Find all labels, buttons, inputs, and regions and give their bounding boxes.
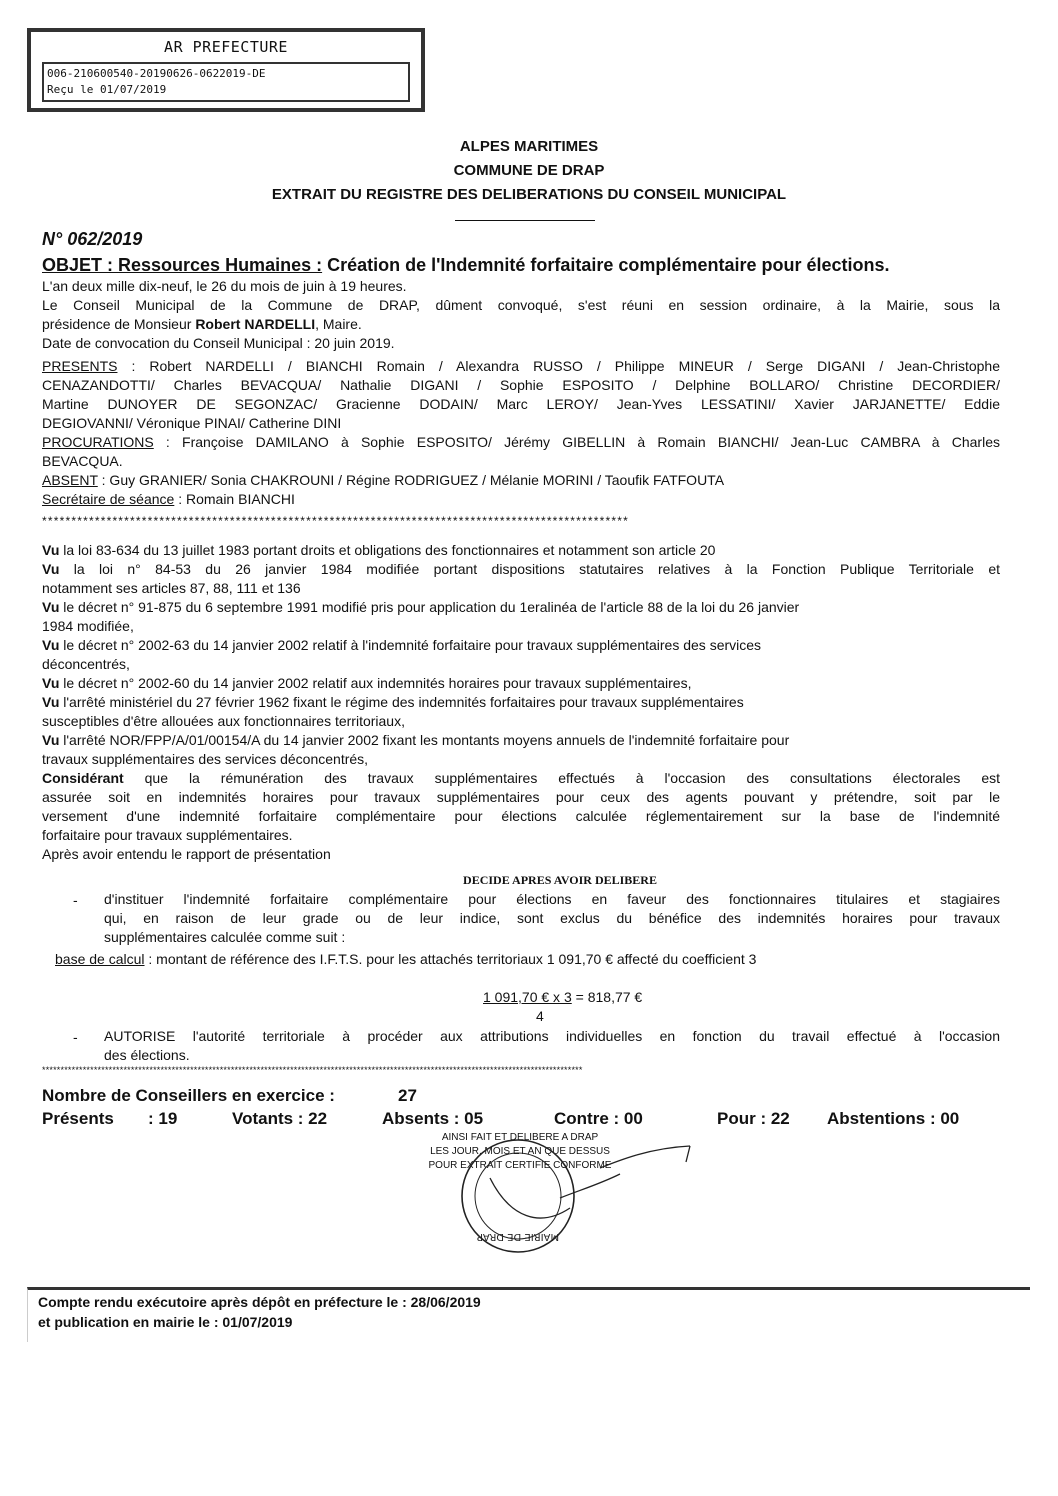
official-seal — [450, 1138, 710, 1258]
base-calcul-line — [55, 950, 1013, 969]
presents-count-value: : 19 — [148, 1109, 178, 1128]
presidency-text: présidence de Monsieur — [42, 316, 196, 332]
considerant-text-1: que la rémunération des travaux supplémentaires effectués à l'occasion des consultations électorales est — [123, 770, 1000, 786]
header-department: ALPES MARITIMES — [459, 138, 599, 155]
pour-count: Pour : 22 — [717, 1109, 790, 1128]
mayor-name: Robert NARDELLI — [195, 316, 316, 332]
footer-publication: et publication en mairie le : 01/07/2019 — [38, 1314, 293, 1330]
base-calcul-text: : montant de référence des I.F.T.S. pour les attachés territoriaux 1 091,70 € affecté du coefficient 3 — [144, 951, 757, 967]
apres-rapport: Après avoir entendu le rapport de présentation — [42, 846, 331, 862]
decision-1-line-3: supplémentaires calculée comme suit : — [104, 929, 346, 945]
prefecture-stamp — [27, 28, 425, 112]
considerant-2: assurée soit en indemnités horaires pour travaux supplémentaires pour ceux des agents pouvant y prétendre, soit par le — [42, 789, 1000, 805]
visa-text: le décret n° 2002-63 du 14 janvier 2002 relatif à l'indemnité forfaitaire pour travaux supplémentaires des services — [59, 637, 762, 653]
visa-keyword: Vu — [42, 599, 60, 615]
seal-line-3: POUR EXTRAIT CERTIFIE CONFORME — [428, 1160, 612, 1171]
decision-2-line-2: des élections. — [104, 1047, 190, 1063]
visa-keyword: Vu — [42, 542, 60, 558]
intro-date: L'an deux mille dix-neuf, le 26 du mois de juin à 19 heures. — [42, 278, 407, 294]
votants-count: Votants : 22 — [232, 1109, 328, 1128]
intro-session: Le Conseil Municipal de la Commune de DRAP, dûment convoqué, s'est réuni en session ordinaire, à la Mairie, sous la — [42, 297, 1000, 313]
stamp-reference: 006-210600540-20190626-0622019-DE — [47, 67, 266, 80]
header-divider — [455, 220, 595, 221]
separator-stars-2: ************************************************************************************************************************************************** — [42, 1065, 583, 1075]
presidency-suffix: , Maire. — [315, 316, 362, 332]
visa-text: le décret n° 91-875 du 6 septembre 1991 modifié pris pour application du 1eralinéa de l'article 88 de la loi du 26 janvier — [59, 599, 800, 615]
procurations-text-1: : Françoise DAMILANO à Sophie ESPOSITO/ Jérémy GIBELLIN à Romain BIANCHI/ Jean-Luc CAMBRA à Charles — [153, 434, 1000, 450]
presents-count-label: Présents — [42, 1109, 114, 1128]
object-text: Création de l'Indemnité forfaitaire complémentaire pour élections. — [322, 255, 890, 275]
presents-label: PRESENTS — [42, 358, 118, 374]
intro-block — [42, 277, 1000, 353]
procurations-line-1 — [42, 433, 1000, 452]
header-register-title: EXTRAIT DU REGISTRE DES DELIBERATIONS DU CONSEIL MUNICIPAL — [271, 186, 787, 203]
visa-text: le décret n° 2002-60 du 14 janvier 2002 relatif aux indemnités horaires pour travaux supplémentaires, — [59, 675, 692, 691]
base-calcul-label: base de calcul — [55, 951, 145, 967]
absent-label: ABSENT — [42, 472, 98, 488]
visa-keyword: Vu — [42, 694, 60, 710]
stamp-reference-box — [42, 62, 410, 102]
decision-2-bullet: - — [73, 1029, 78, 1045]
decision-1-line-1: d'instituer l'indemnité forfaitaire complémentaire pour élections en faveur des fonctionnaires titulaires et stagiaires — [104, 891, 1000, 907]
visa-2 — [42, 560, 1000, 579]
absents-count: Absents : 05 — [382, 1109, 484, 1128]
deliberation-number: N° 062/2019 — [42, 229, 143, 249]
stamp-received-date: Reçu le 01/07/2019 — [47, 83, 167, 96]
decision-2-text: l'autorité territoriale à procéder aux attributions individuelles en fonction du travail effectué à l'occasion — [175, 1028, 1000, 1044]
presents-line-1 — [42, 357, 1000, 376]
visa-2-cont: notamment ses articles 87, 88, 111 et 136 — [42, 580, 301, 596]
secretaire-label: Secrétaire de séance — [42, 491, 175, 507]
procurations-label: PROCURATIONS — [42, 434, 154, 450]
formula — [483, 988, 783, 1026]
contre-count: Contre : 00 — [554, 1109, 643, 1128]
intro-presidency — [42, 315, 1000, 334]
visa-4-cont: déconcentrés, — [42, 656, 130, 672]
considerant-3: versement d'une indemnité forfaitaire complémentaire pour élections calculée réglementairement sur la base de l'indemnité — [42, 808, 1000, 824]
visa-5 — [42, 674, 1000, 693]
visa-keyword: Vu — [42, 561, 60, 577]
conseillers-label: Nombre de Conseillers en exercice : — [42, 1086, 335, 1105]
visa-4 — [42, 636, 1000, 655]
considerant-keyword: Considérant — [42, 770, 124, 786]
seal-line-1: AINSI FAIT ET DELIBERE A DRAP — [441, 1132, 599, 1143]
conseillers-value: 27 — [398, 1086, 417, 1105]
visa-keyword: Vu — [42, 732, 60, 748]
formula-result: = 818,77 € — [571, 989, 643, 1005]
presents-line-2: CENAZANDOTTI/ Charles BEVACQUA/ Nathalie DIGANI / Sophie ESPOSITO / Delphine BOLLARO/ Christine DECORDIER/ — [42, 377, 1000, 393]
secretaire-line — [42, 490, 1000, 509]
presents-line-4: DEGIOVANNI/ Véronique PINAI/ Catherine DINI — [42, 415, 342, 431]
visa-text: l'arrêté NOR/FPP/A/01/00154/A du 14 janvier 2002 fixant les montants moyens annuels de l'indemnité forfaitaire pour — [59, 732, 790, 748]
visa-1 — [42, 541, 1000, 560]
visa-text: l'arrêté ministériel du 27 février 1962 fixant le régime des indemnités forfaitaires pour travaux supplémentaires — [59, 694, 744, 710]
visa-keyword: Vu — [42, 637, 60, 653]
object-label: OBJET : Ressources Humaines : — [42, 255, 323, 275]
absent-line — [42, 471, 1000, 490]
visa-keyword: Vu — [42, 675, 60, 691]
seal-ring-text: MAIRIE DE DRAP — [476, 1231, 560, 1242]
abstentions-count: Abstentions : 00 — [827, 1109, 960, 1128]
seal-line-2: LES JOUR, MOIS ET AN QUE DESSUS — [430, 1146, 610, 1157]
attendance-block — [42, 357, 1000, 509]
visa-7 — [42, 731, 1000, 750]
decision-2-keyword: AUTORISE — [104, 1028, 176, 1044]
stamp-title: AR PREFECTURE — [164, 38, 288, 56]
visa-3 — [42, 598, 1000, 617]
formula-denominator: 4 — [536, 1008, 544, 1024]
decision-1 — [104, 890, 1000, 947]
decision-1-line-2: qui, en raison de leur grade ou de leur indice, sont exclus du bénéfice des indemnités horaires pour travaux — [104, 910, 1000, 926]
visa-3-cont: 1984 modifiée, — [42, 618, 134, 634]
visa-6 — [42, 693, 1000, 712]
considerant-1 — [42, 769, 1000, 788]
decide-heading: DECIDE APRES AVOIR DELIBERE — [463, 873, 657, 887]
footer-executoire: Compte rendu exécutoire après dépôt en préfecture le : 28/06/2019 — [38, 1294, 481, 1310]
header-commune: COMMUNE DE DRAP — [453, 162, 605, 179]
decision-1-bullet: - — [73, 892, 78, 908]
presents-text-1: : Robert NARDELLI / BIANCHI Romain / Alexandra RUSSO / Philippe MINEUR / Serge DIGANI / Jean-Christophe — [117, 358, 1000, 374]
deliberation-object — [42, 255, 890, 276]
absent-text: : Guy GRANIER/ Sonia CHAKROUNI / Régine RODRIGUEZ / Mélanie MORINI / Taoufik FATFOUTA — [97, 472, 725, 488]
procurations-line-2: BEVACQUA. — [42, 453, 123, 469]
visa-text: la loi 83-634 du 13 juillet 1983 portant droits et obligations des fonctionnaires et notamment son article 20 — [59, 542, 716, 558]
decision-2-line-1 — [104, 1027, 1000, 1046]
visa-6-cont: susceptibles d'être allouées aux fonctionnaires territoriaux, — [42, 713, 405, 729]
considerant-4: forfaitaire pour travaux supplémentaires. — [42, 827, 293, 843]
visas-block — [42, 541, 1000, 864]
visa-7-cont: travaux supplémentaires des services déconcentrés, — [42, 751, 369, 767]
separator-stars: **************************************************************************************************** — [42, 514, 629, 528]
secretaire-text: : Romain BIANCHI — [174, 491, 295, 507]
intro-convocation: Date de convocation du Conseil Municipal : 20 juin 2019. — [42, 335, 395, 351]
visa-text: la loi n° 84-53 du 26 janvier 1984 modifiée portant dispositions statutaires relatives à la Fonction Publique Territoriale et — [59, 561, 1000, 577]
decision-2 — [104, 1027, 1000, 1065]
formula-numerator: 1 091,70 € x 3 — [483, 989, 572, 1005]
presents-line-3: Martine DUNOYER DE SEGONZAC/ Gracienne DODAIN/ Marc LEROY/ Jean-Yves LESSATINI/ Xavier JARJANETTE/ Eddie — [42, 396, 1000, 412]
